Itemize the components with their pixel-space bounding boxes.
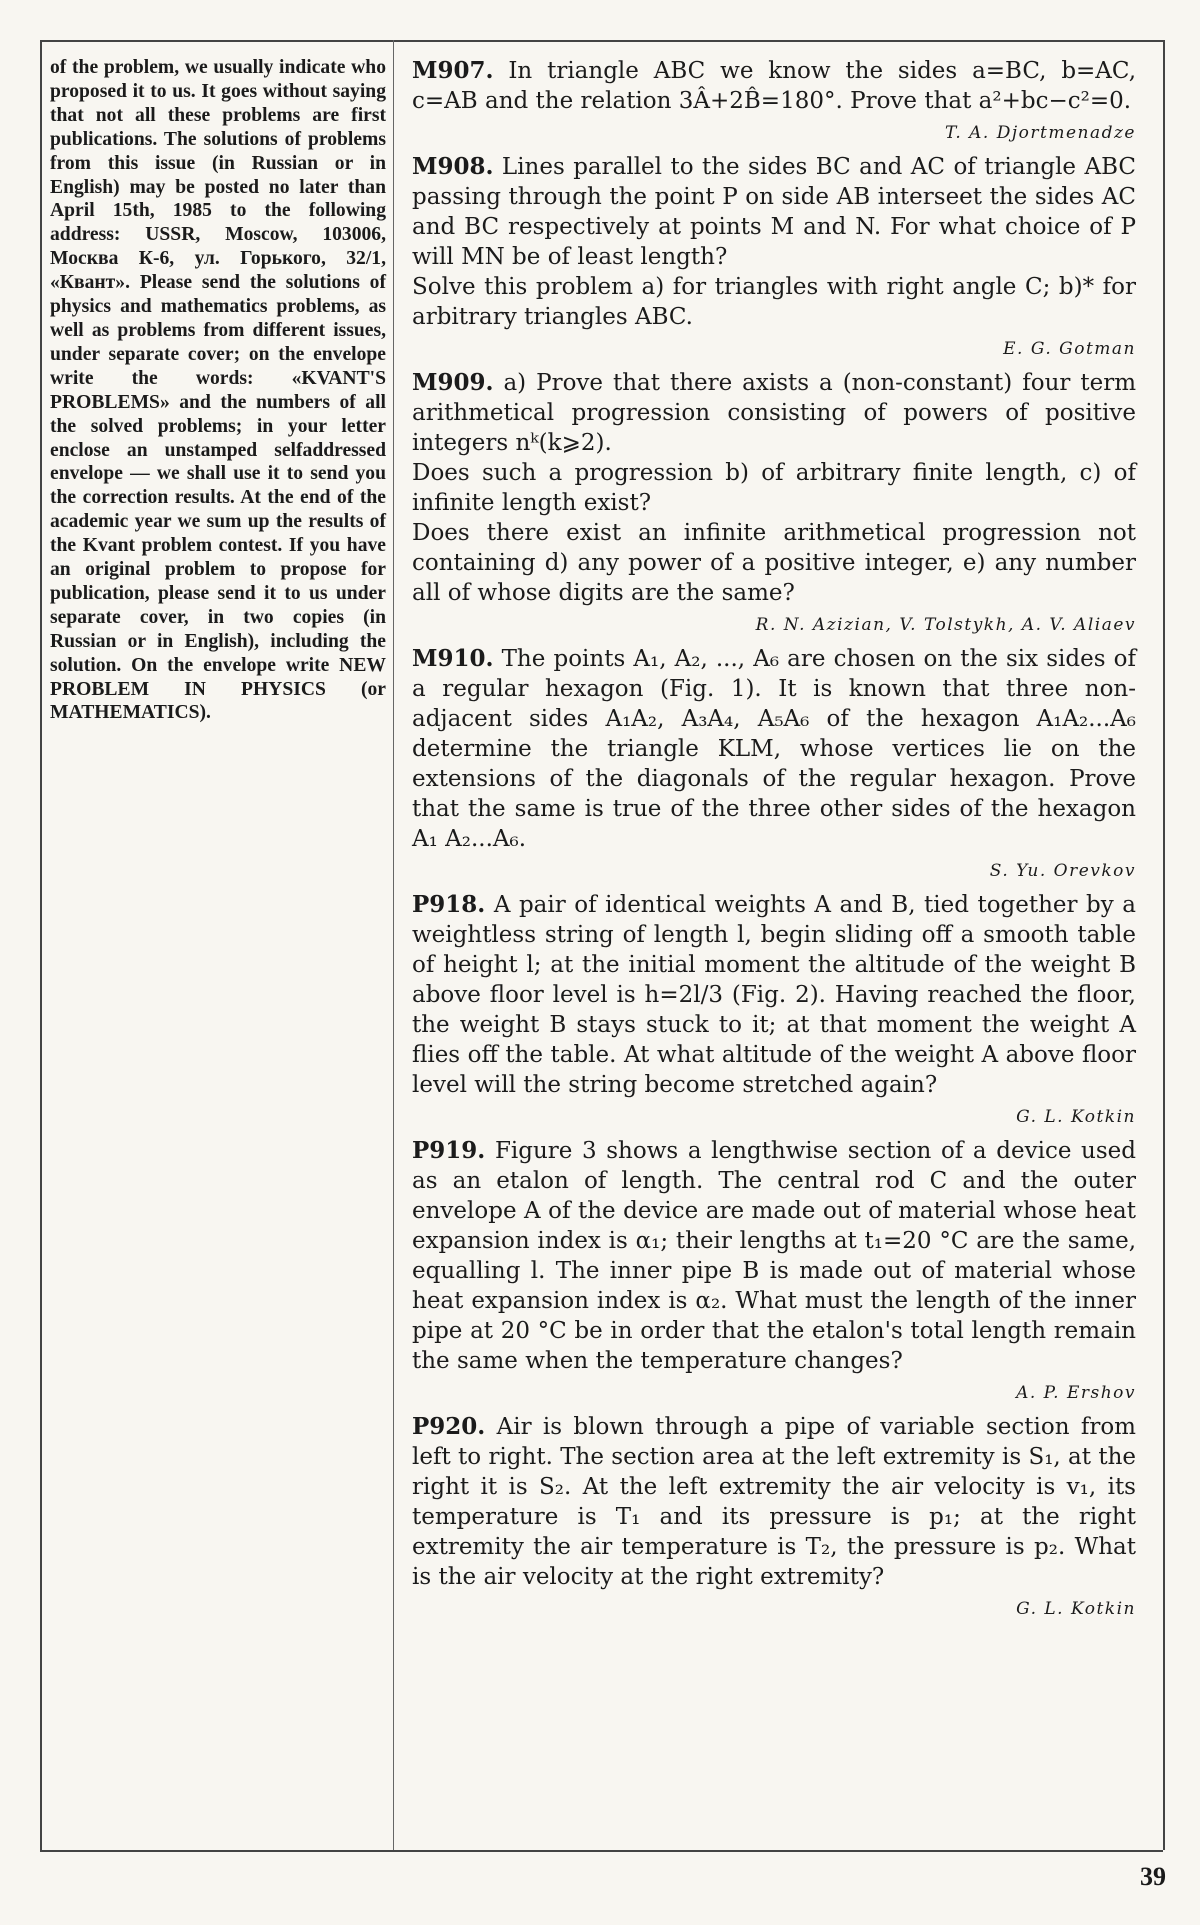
problem-label: M908. (412, 153, 494, 180)
problem-author: R. N. Azizian, V. Tolstykh, A. V. Aliaev (755, 615, 1136, 635)
problem-text: The points A₁, A₂, ..., A₆ are chosen on the six sides of a regular hexagon (Fig. 1). It is known that three non-adjacent sides A₁A₂, A₃A₄, A₅A₆ of the hexagon A₁A₂...A₆ determine the triangle KLM, whose vertices lie on the extensions of the diagonals of the regular hexagon. Prove that the same is true of the three other sides of the hexagon A₁ A₂...A₆. (412, 646, 1136, 852)
problem-author: G. L. Kotkin (1016, 1107, 1136, 1127)
problem-author: E. G. Gotman (1003, 339, 1136, 359)
problem-label: P919. (412, 1137, 486, 1164)
page-frame-bottom (40, 1850, 1163, 1852)
page-number: 39 (1140, 1862, 1166, 1891)
problem-text: In triangle ABC we know the sides a=BC, b=AC, c=AB and the relation 3Â+2B̂=180°. Prove that a²+bc−c²=0. (412, 58, 1137, 114)
problem-text: A pair of identical weights A and B, tied together by a weightless string of length l, begin sliding off a smooth table of height l; at the initial moment the altitude of the weight B above floor level is h=2l/3 (Fig. 2). Having reached the floor, the weight B stays stuck to it; at that moment the weight A flies off the table. At what altitude of the weight A above floor level will the string become stretched again? (412, 892, 1136, 1098)
left-column-text: of the problem, we usually indicate who proposed it to us. It goes without saying that not all these problems are first publications. The solutions of problems from this issue (in Russian or in English) may be posted no later than April 15th, 1985 to the following address: USSR, Moscow, 103006, Москва К-6, ул. Горького, 32/1, «Квант». Please send the solutions of physics and mathematics problems, as well as problems from different issues, under separate cover; on the envelope write the words: «KVANT'S PROBLEMS» and the numbers of all the solved problems; in your letter enclose an unstamped selfaddressed envelope — we shall use it to send you the correction results. At the end of the academic year we sum up the results of the Kvant problem contest. If you have an original problem to propose for publication, please send it to us under separate cover, in two copies (in Russian or in English), including the solution. On the envelope write NEW PROBLEM IN PHYSICS (or MATHEMATICS). (50, 57, 386, 724)
problem-label: M907. (412, 57, 494, 84)
page-frame-right (1163, 40, 1165, 1850)
right-column (412, 56, 1136, 1628)
problem-label: M909. (412, 369, 494, 396)
problem-text: Air is blown through a pipe of variable section from left to right. The section area at the left extremity is S₁, at the right it is S₂. At the left extremity the air velocity is v₁, its temperature is T₁ and its pressure is p₁; at the right extremity the air temperature is T₂, the pressure is p₂. What is the air velocity at the right extremity? (412, 1414, 1136, 1590)
problem-m909 (412, 368, 1136, 636)
problem-text-part-3: Does there exist an infinite arithmetical progression not containing d) any power of a positive integer, e) any number all of whose digits are the same? (412, 520, 1136, 606)
left-column (50, 56, 386, 725)
problem-p918 (412, 890, 1136, 1128)
problem-label: P918. (412, 891, 486, 918)
problem-p919 (412, 1136, 1136, 1404)
problem-p920 (412, 1412, 1136, 1620)
page-frame-left (40, 40, 42, 1850)
problem-m908 (412, 152, 1136, 360)
problem-text: a) Prove that there axists a (non-constant) four term arithmetical progression consisting of powers of positive integers nᵏ(k⩾2). (412, 370, 1137, 456)
problem-label: P920. (412, 1413, 486, 1440)
problem-author: A. P. Ershov (1016, 1383, 1136, 1403)
problem-author: S. Yu. Orevkov (989, 861, 1136, 881)
problem-text: Lines parallel to the sides BC and AC of triangle ABC passing through the point P on side AB interseet the sides AC and BC respectively at points M and N. For what choice of P will MN be of least length? (412, 154, 1137, 270)
problem-author: G. L. Kotkin (1016, 1599, 1136, 1619)
problem-author: T. A. Djortmenadze (945, 123, 1136, 143)
column-divider (393, 40, 394, 1850)
problem-label: M910. (412, 645, 494, 672)
problem-text-part-2: Solve this problem a) for triangles with right angle C; b)* for arbitrary triangles ABC. (412, 274, 1136, 330)
page-frame-top (40, 40, 1163, 42)
problem-text: Figure 3 shows a lengthwise section of a device used as an etalon of length. The central rod C and the outer envelope A of the device are made out of material whose heat expansion index is α₁; their lengths at t₁=20 °C are the same, equalling l. The inner pipe B is made out of material whose heat expansion index is α₂. What must the length of the inner pipe at 20 °C be in order that the etalon's total length remain the same when the temperature changes? (412, 1138, 1137, 1374)
problem-m910 (412, 644, 1136, 882)
problem-text-part-2: Does such a progression b) of arbitrary finite length, c) of infinite length exist? (412, 460, 1136, 516)
problem-m907 (412, 56, 1136, 144)
